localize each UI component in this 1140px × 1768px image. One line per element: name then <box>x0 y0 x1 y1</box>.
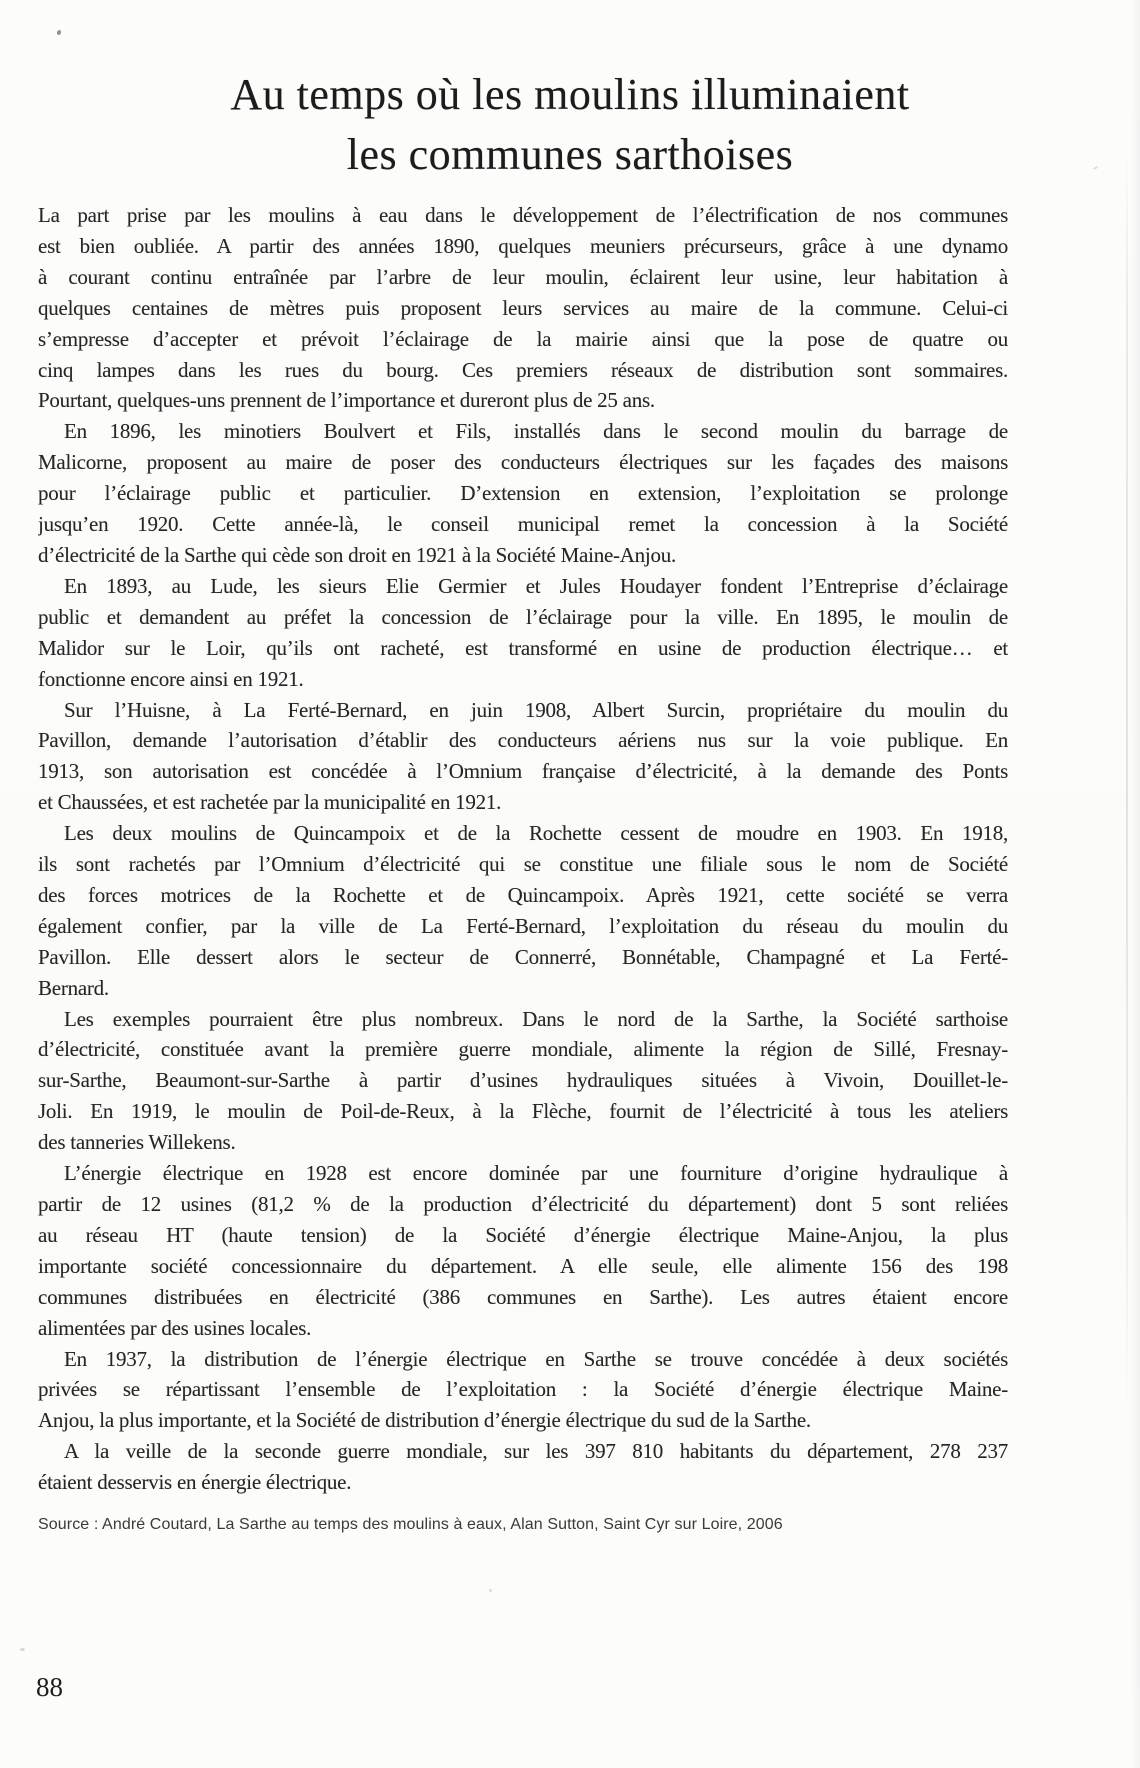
text-line: étaient desservis en énergie électrique. <box>38 1470 352 1495</box>
text-line: Sur l’Huisne, à La Ferté-Bernard, en juin 1908, Albert Surcin, propriétaire du moulin du <box>64 697 1008 722</box>
article-body <box>38 200 1008 1498</box>
scan-speck <box>56 29 61 35</box>
text-line: Joli. En 1919, le moulin de Poil-de-Reux, à la Flèche, fournit de l’électricité à tous les ateliers <box>38 1099 1008 1124</box>
text-line: et Chaussées, et est rachetée par la municipalité en 1921. <box>38 790 502 815</box>
page-title <box>0 65 1140 185</box>
text-line: privées se répartissant l’ensemble de l’exploitation : la Société d’énergie électrique Maine- <box>38 1377 1008 1402</box>
text-line: importante société concessionnaire du département. A elle seule, elle alimente 156 des 198 <box>38 1253 1008 1278</box>
text-line: s’empresse d’accepter et prévoit l’éclairage de la mairie ainsi que la pose de quatre ou <box>38 326 1008 351</box>
text-line: En 1937, la distribution de l’énergie électrique en Sarthe se trouve concédée à deux sociétés <box>64 1346 1008 1371</box>
text-line: cinq lampes dans les rues du bourg. Ces premiers réseaux de distribution sont sommaires. <box>38 357 1008 382</box>
text-line: alimentées par des usines locales. <box>38 1315 312 1340</box>
text-line: d’électricité, constituée avant la première guerre mondiale, alimente la région de Sillé, Fresnay- <box>38 1037 1008 1062</box>
text-line: au réseau HT (haute tension) de la Société d’énergie électrique Maine-Anjou, la plus <box>38 1222 1008 1247</box>
text-line: est bien oubliée. A partir des années 1890, quelques meuniers précurseurs, grâce à une dynamo <box>38 233 1008 258</box>
text-line: sur-Sarthe, Beaumont-sur-Sarthe à partir d’usines hydrauliques situées à Vivoin, Douillet-le- <box>38 1068 1008 1093</box>
text-line: 1913, son autorisation est concédée à l’Omnium française d’électricité, à la demande des Ponts <box>38 759 1008 784</box>
text-line: Les deux moulins de Quincampoix et de la Rochette cessent de moudre en 1903. En 1918, <box>64 821 1008 846</box>
text-line: Les exemples pourraient être plus nombreux. Dans le nord de la Sarthe, la Société sarthoise <box>64 1006 1008 1031</box>
text-line: jusqu’en 1920. Cette année-là, le conseil municipal remet la concession à la Société <box>38 512 1008 537</box>
text-line: partir de 12 usines (81,2 % de la production d’électricité du département) dont 5 sont reliées <box>38 1192 1008 1216</box>
text-line: L’énergie électrique en 1928 est encore dominée par une fourniture d’origine hydraulique à <box>64 1161 1008 1186</box>
title-line-2: les communes sarthoises <box>346 130 794 180</box>
paragraph <box>38 818 1008 1003</box>
text-line: quelques centaines de mètres puis proposent leurs services au maire de la commune. Celui-ci <box>38 295 1008 320</box>
text-line: public et demandent au préfet la concession de l’éclairage pour la ville. En 1895, le moulin de <box>38 604 1008 629</box>
paragraph <box>38 571 1008 695</box>
text-line: des tanneries Willekens. <box>38 1130 236 1155</box>
text-line: Anjou, la plus importante, et la Société de distribution d’énergie électrique du sud de la Sarthe. <box>38 1408 811 1433</box>
paragraph <box>38 416 1008 571</box>
title-line-1: Au temps où les moulins illuminaient <box>230 70 910 120</box>
paragraph <box>38 695 1008 819</box>
text-line: à courant continu entraînée par l’arbre de leur moulin, éclairent leur usine, leur habitation à <box>38 264 1008 289</box>
text-line: communes distribuées en électricité (386 communes en Sarthe). Les autres étaient encore <box>38 1284 1008 1309</box>
source-note: Source : André Coutard, La Sarthe au temps des moulins à eaux, Alan Sutton, Saint Cyr sur Loire, 2006 <box>38 1516 783 1533</box>
text-line: fonctionne encore ainsi en 1921. <box>38 666 304 691</box>
scan-speck <box>20 1648 25 1651</box>
text-line: En 1893, au Lude, les sieurs Elie Germier et Jules Houdayer fondent l’Entreprise d’éclairage <box>64 573 1008 598</box>
text-line: pour l’éclairage public et particulier. D’extension en extension, l’exploitation se prolonge <box>38 481 1008 506</box>
text-line: Malicorne, proposent au maire de poser des conducteurs électriques sur les façades des maisons <box>38 450 1008 475</box>
paragraph <box>38 1004 1008 1159</box>
text-line: ils sont rachetés par l’Omnium d’électricité qui se constitue une filiale sous le nom de Société <box>38 852 1008 877</box>
text-line: La part prise par les moulins à eau dans le développement de l’électrification de nos communes <box>38 203 1008 227</box>
scan-speck <box>489 1589 492 1592</box>
paragraph <box>38 1436 1008 1498</box>
scan-edge-shadow <box>1130 0 1140 1768</box>
paragraph <box>38 1158 1008 1343</box>
text-line: des forces motrices de la Rochette et de Quincampoix. Après 1921, cette société se verra <box>38 882 1008 907</box>
text-line: d’électricité de la Sarthe qui cède son droit en 1921 à la Société Maine-Anjou. <box>38 542 677 567</box>
page-number: 88 <box>36 1672 63 1702</box>
text-line: Pourtant, quelques-uns prennent de l’importance et dureront plus de 25 ans. <box>38 388 655 413</box>
text-line: Pavillon, demande l’autorisation d’établir des conducteurs aériens nus sur la voie publique. En <box>38 728 1008 753</box>
text-line: A la veille de la seconde guerre mondiale, sur les 397 810 habitants du département, 278 237 <box>64 1439 1008 1464</box>
paragraph <box>38 1344 1008 1437</box>
text-line: Pavillon. Elle dessert alors le secteur de Connerré, Bonnétable, Champagné et La Ferté- <box>38 944 1008 969</box>
paragraph <box>38 200 1008 416</box>
text-line: Bernard. <box>38 975 109 1000</box>
text-line: Malidor sur le Loir, qu’ils ont racheté, est transformé en usine de production électrique… et <box>38 635 1008 660</box>
scan-page-edge-line <box>1126 150 1128 1410</box>
text-line: En 1896, les minotiers Boulvert et Fils, installés dans le second moulin du barrage de <box>64 419 1008 444</box>
text-line: également confier, par la ville de La Ferté-Bernard, l’exploitation du réseau du moulin du <box>38 913 1008 938</box>
